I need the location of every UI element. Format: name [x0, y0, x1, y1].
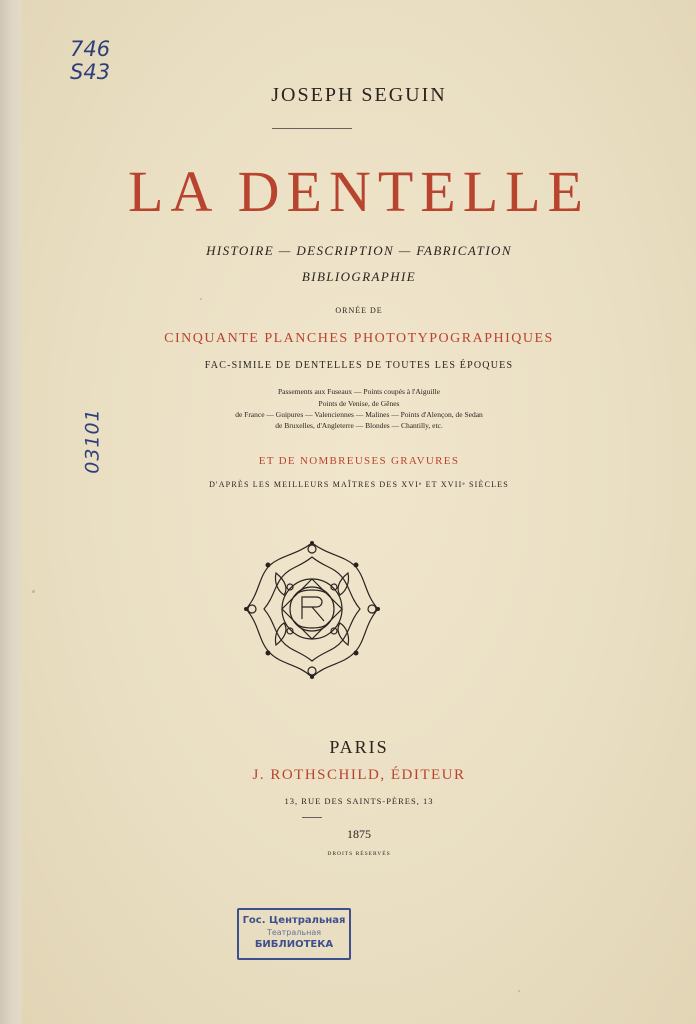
subtitle-line2: BIBLIOGRAPHIE	[301, 269, 417, 284]
book-title: LA DENTELLE	[128, 159, 590, 224]
shelf-mark-line1: 746	[70, 37, 111, 61]
handwritten-inventory-number: 03101	[81, 408, 104, 474]
paper-foxing-spot	[200, 298, 202, 300]
imprint-address: 13, RUE DES SAINTS-PÈRES, 13	[284, 796, 434, 806]
facsimile-text: FAC-SIMILE DE DENTELLES DE TOUTES LES ÉPOQUES	[204, 360, 514, 371]
shelf-mark-line2: S43	[70, 60, 111, 84]
detail-line: de Bruxelles, d'Angleterre — Blondes — Chantilly, etc.	[275, 421, 443, 430]
imprint-year: 1875	[347, 827, 371, 841]
author-name: JOSEPH SEGUIN	[271, 84, 447, 106]
detail-line: Points de Venise, de Gênes	[318, 399, 400, 408]
engravings-heading: ET DE NOMBREUSES GRAVURES	[258, 455, 460, 467]
stamp-line3: БИБЛИОТЕКА	[254, 939, 334, 950]
ornee-de-text: ORNÉE DE	[335, 306, 383, 315]
paper-foxing-spot	[518, 990, 520, 992]
year-divider	[302, 817, 322, 818]
after-masters-text: D'APRÈS LES MEILLEURS MAÎTRES DES XVIᵉ ET XVIIᵉ SIÈCLES	[209, 480, 509, 489]
library-stamp	[237, 908, 351, 960]
rights-reserved: DROITS RÉSERVÉS	[327, 851, 391, 857]
plates-heading: CINQUANTE PLANCHES PHOTOTYPOGRAPHIQUES	[164, 331, 554, 346]
detail-line: de France — Guipures — Valenciennes — Malines — Points d'Alençon, de Sedan	[235, 410, 483, 419]
handwritten-shelf-mark	[70, 38, 110, 84]
imprint-city: PARIS	[329, 737, 389, 757]
title-page	[22, 0, 696, 1024]
paper-foxing-spot	[32, 590, 35, 593]
detail-line: Passements aux Fuseaux — Points coupés à l'Aiguille	[278, 387, 440, 396]
author-divider	[272, 128, 352, 129]
imprint-publisher: J. ROTHSCHILD, ÉDITEUR	[252, 767, 466, 783]
subtitle-line1: HISTOIRE — DESCRIPTION — FABRICATION	[206, 243, 512, 258]
lace-monogram-ornament-icon	[238, 535, 386, 685]
stamp-line2: Театральная	[266, 928, 322, 937]
stamp-line1: Гос. Центральная	[242, 915, 346, 926]
